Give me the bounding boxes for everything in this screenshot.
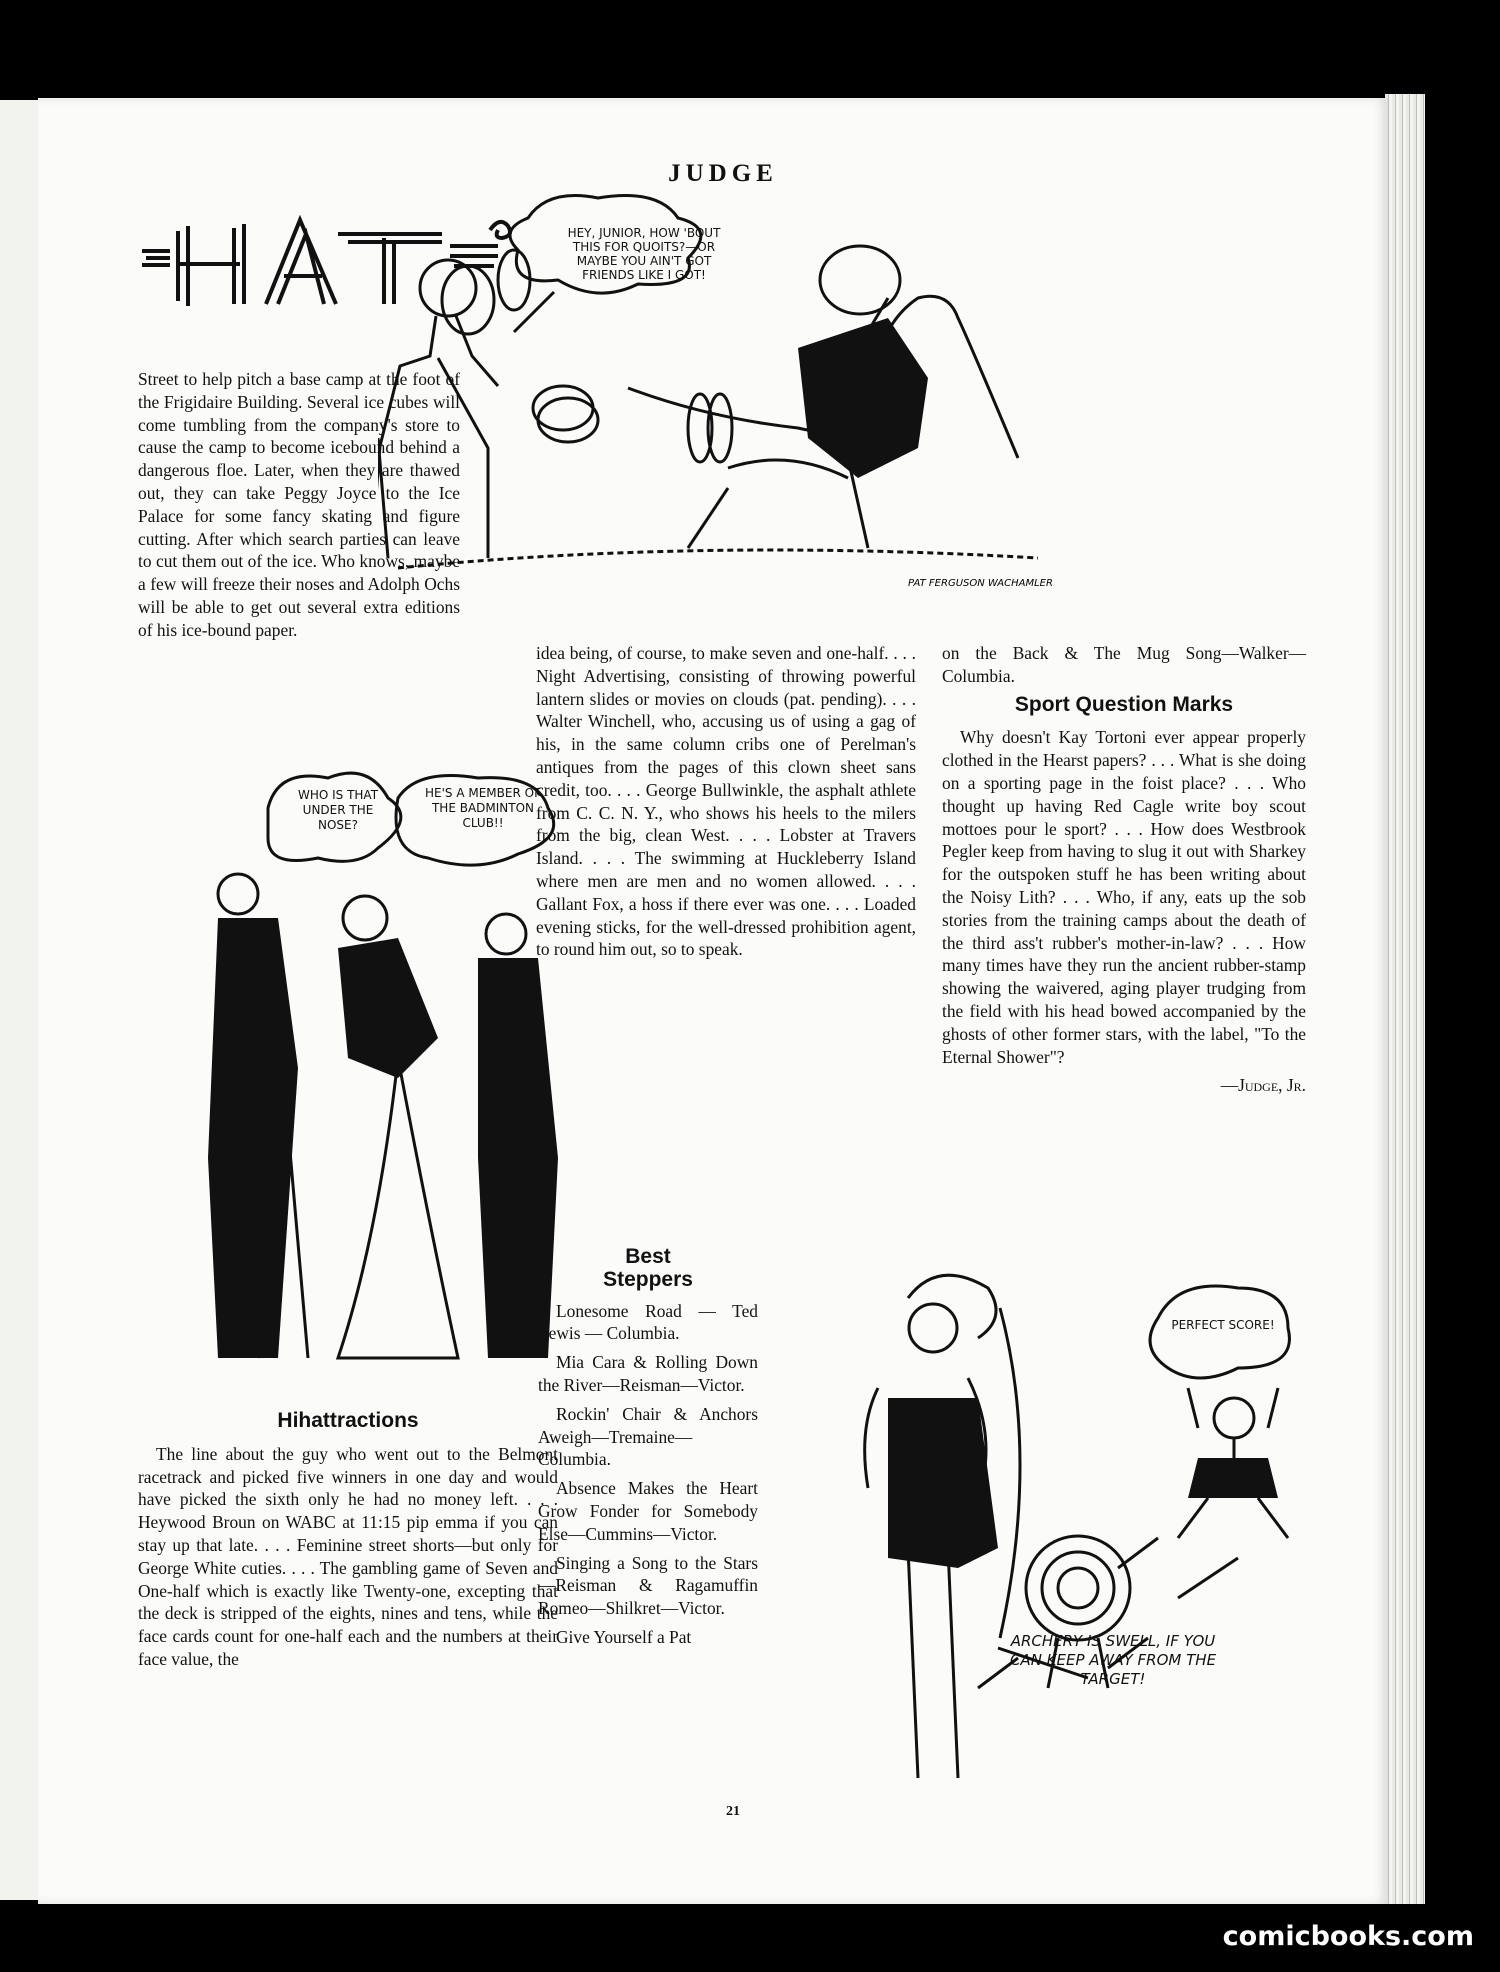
stepper-item: Rockin' Chair & Anchors Aweigh—Tremaine—Columbia. — [538, 1403, 758, 1470]
quoits-speech-bubble: HEY, JUNIOR, HOW 'BOUT THIS FOR QUOITS?—OR MAYBE YOU AIN'T GOT FRIENDS LIKE I GOT! — [567, 226, 721, 282]
site-watermark: comicbooks.com — [1222, 1921, 1474, 1952]
best-steppers-heading — [538, 1246, 758, 1292]
best-steppers-heading-line2: Steppers — [603, 1267, 693, 1291]
stepper-item: Lonesome Road — Ted Lewis — Columbia. — [538, 1300, 758, 1344]
magazine-header: JUDGE — [668, 160, 778, 187]
hihattractions-heading: Hihattractions — [277, 1409, 419, 1432]
archery-speech-bubble: PERFECT SCORE! — [1171, 1318, 1275, 1332]
page-number: 21 — [726, 1804, 740, 1819]
sport-question-marks-body: Why doesn't Kay Tortoni ever appear properly clothed in the Hearst papers? . . . What is she doing on a sporting page in the foist place? . . . Who thought up having Red Cagle write boy scout mottoes pour le sport? . . . How does Westbrook Pegler keep from having to slug it out with Sharkey for the outspoken stuff he has been writing about the Noisy Lith? . . . Who, if any, eats up the sob stories from the training camps about the death of the third ass't rubber's mother-in-law? . . . How many times have they run the ancient rubber-stamp showing the waivered, aging player trudging from the field with his head bowed accompanied by the ghosts of other former stars, with the label, "To the Eternal Shower"? — [942, 727, 1306, 1067]
page-stack-edge — [1385, 94, 1425, 1904]
best-steppers-heading-line1: Best — [625, 1245, 671, 1268]
badminton-bubble-left: WHO IS THAT UNDER THE NOSE? — [297, 788, 379, 832]
artist-signature: PAT FERGUSON WACHAMLER — [908, 578, 1053, 589]
hat-logo-text: HAT — [138, 206, 140, 207]
stepper-item: Mia Cara & Rolling Down the River—Reisman—Victor. — [538, 1352, 758, 1395]
stepper-item: Singing a Song to the Stars—Reisman & Ragamuffin Romeo—Shilkret—Victor. — [538, 1552, 758, 1619]
hihattractions-column — [138, 1410, 558, 1677]
column-1-top-text — [138, 368, 460, 648]
best-steppers-column — [538, 1246, 758, 1655]
record-lead-line: on the Back & The Mug Song—Walker—Columbia. — [942, 643, 1306, 686]
hihattractions-body: The line about the guy who went out to the Belmont racetrack and picked five winners in one day and would have picked the sixth only he had no money left. . . . Heywood Broun on WABC at 11:15 pip emma if you can stay up that late. . . . Feminine street shorts—but only for George White cuties. . . . The gambling game of Seven and One-half which is exactly like Twenty-one, excepting that the deck is stripped of the eights, nines and tens, while the face cards count for one-half each and the numbers at their face value, the — [138, 1443, 558, 1669]
article-signature: —Judge, Jr. — [1220, 1075, 1306, 1096]
paragraph-night-advertising: idea being, of course, to make seven and one-half. . . . Night Advertising, consisting of throwing powerful lantern slides or movies on clouds (pat. pending). . . . Walter Winchell, who, accusing us of using a gag of his, in the same column cribs one of Perelman's antiques from the pages of this clown sheet sans credit, too. . . . George Bullwinkle, the asphalt athlete from C. C. N. Y., who shows his heels to the milers from the big, clean West. . . . Lobster at Travers Island. . . . The swimming at Huckleberry Island where men are men and no women allowed. . . . Gallant Fox, a hoss if there ever was one. . . . Loaded evening sticks, for the well-dressed prohibition agent, to round him out, so to speak. — [536, 643, 916, 960]
sport-question-marks-heading: Sport Question Marks — [1014, 692, 1234, 716]
magazine-page — [38, 98, 1388, 1904]
stepper-item: Absence Makes the Heart Grow Fonder for Somebody Else—Cummins—Victor. — [538, 1478, 758, 1544]
column-3-text — [942, 642, 1306, 1103]
archery-cartoon — [778, 1258, 1338, 1798]
stepper-item: Give Yourself a Pat — [556, 1626, 692, 1647]
archery-caption: ARCHERY IS SWELL, IF YOU CAN KEEP AWAY FROM THE TARGET! — [1009, 1632, 1217, 1688]
paragraph-ice-camp: Street to help pitch a base camp at the foot of the Frigidaire Building. Several ice cubes will come tumbling from the company's store to cause the camp to become icebound behind a dangerous floe. Later, when they are thawed out, they can take Peggy Joyce to the Ice Palace for some fancy skating and figure cutting. After which search parties can leave to cut them out of the ice. Who knows, maybe a few will freeze their noses and Adolph Ochs will be able to get out several extra editions of his ice-bound paper. — [138, 369, 460, 640]
quoits-cartoon — [378, 188, 1058, 598]
badminton-bubble-right: HE'S A MEMBER OF THE BADMINTON CLUB!! — [425, 786, 541, 830]
